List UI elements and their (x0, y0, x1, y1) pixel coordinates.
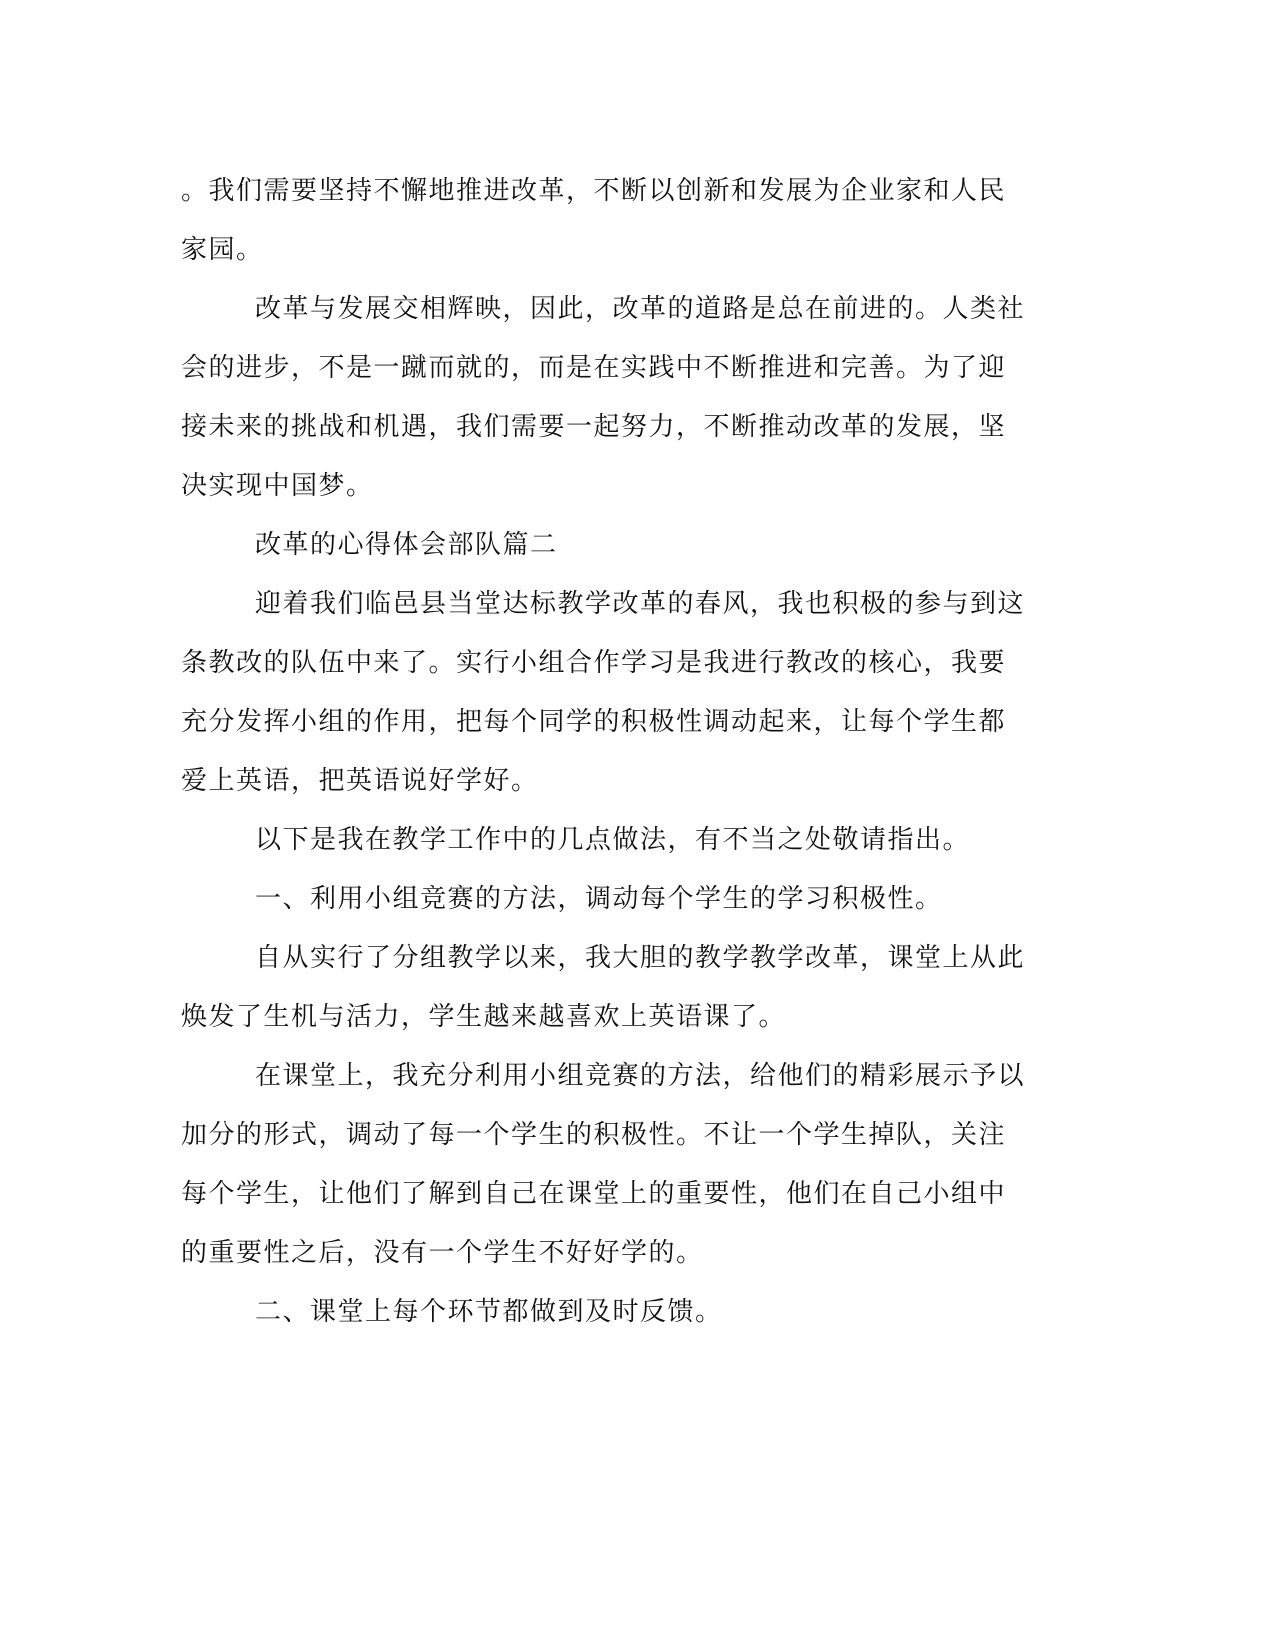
paragraph-reform-development (181, 280, 1041, 516)
text-line: 的重要性之后，没有一个学生不好好学的。 (181, 1238, 704, 1268)
text-line: 二、课堂上每个环节都做到及时反馈。 (255, 1297, 723, 1327)
text-line: 充分发挥小组的作用，把每个同学的积极性调动起来，让每个学生都 (181, 707, 1007, 737)
paragraph-point-two (181, 1283, 1041, 1342)
text-line: 以下是我在教学工作中的几点做法，有不当之处敬请指出。 (255, 825, 971, 855)
paragraph-group-teaching (181, 929, 1041, 1047)
text-line: 会的进步，不是一蹴而就的，而是在实践中不断推进和完善。为了迎 (181, 353, 1007, 383)
text-line: 改革与发展交相辉映，因此，改革的道路是总在前进的。人类社 (255, 294, 1026, 324)
text-line: 家园。 (181, 235, 264, 265)
paragraph-teaching-reform (181, 575, 1041, 811)
paragraph-point-one (181, 870, 1041, 929)
text-line: 每个学生，让他们了解到自己在课堂上的重要性，他们在自己小组中 (181, 1179, 1007, 1209)
document-body (181, 162, 1041, 1342)
text-line: 在课堂上，我充分利用小组竞赛的方法，给他们的精彩展示予以 (255, 1061, 1026, 1091)
text-line: 条教改的队伍中来了。实行小组合作学习是我进行教改的核心，我要 (181, 648, 1007, 678)
text-line: 接未来的挑战和机遇，我们需要一起努力，不断推动改革的发展，坚 (181, 412, 1007, 442)
text-line: 。我们需要坚持不懈地推进改革，不断以创新和发展为企业家和人民 (181, 176, 1007, 206)
text-line: 迎着我们临邑县当堂达标教学改革的春风，我也积极的参与到这 (255, 589, 1026, 619)
paragraph-classroom (181, 1047, 1041, 1283)
section-heading: 改革的心得体会部队篇二 (255, 530, 558, 560)
text-line: 决实现中国梦。 (181, 471, 374, 501)
paragraph-continuation (181, 162, 1041, 280)
text-line: 一、利用小组竞赛的方法，调动每个学生的学习积极性。 (255, 884, 943, 914)
text-line: 焕发了生机与活力，学生越来越喜欢上英语课了。 (181, 1002, 787, 1032)
text-line: 自从实行了分组教学以来，我大胆的教学教学改革，课堂上从此 (255, 943, 1026, 973)
text-line: 爱上英语，把英语说好学好。 (181, 766, 539, 796)
text-line: 加分的形式，调动了每一个学生的积极性。不让一个学生掉队，关注 (181, 1120, 1007, 1150)
paragraph-intro-practices (181, 811, 1041, 870)
